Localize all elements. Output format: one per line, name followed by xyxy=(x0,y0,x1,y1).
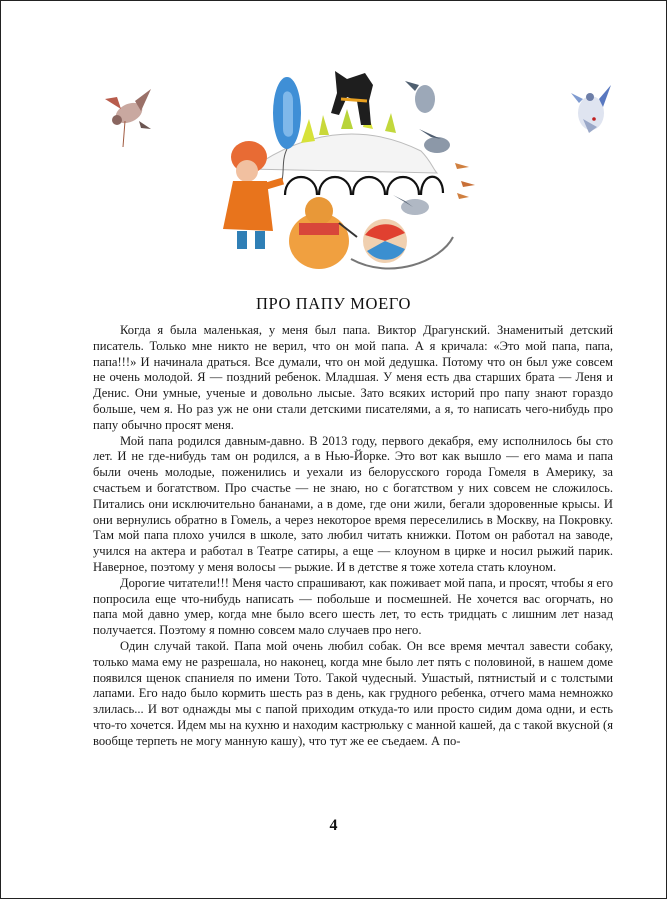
pigeon-left-icon xyxy=(105,89,151,147)
pigeon-right-icon xyxy=(571,85,611,133)
ball-icon xyxy=(351,219,453,268)
paragraph: Дорогие читатели!!! Меня часто спрашивают, как поживает мой папа, и просят, чтобы я его попросила еще что-нибудь написать — побольше и посмешней. Не хочется вас огорчать, но папа мой давно умер, когда мне было всего шесть лет, то есть тридцать с лишним лет назад получается. Поэтому я помню совсем мало случаев про него. xyxy=(93,575,613,638)
paragraph: Мой папа родился давным-давно. В 2013 году, первого декабря, ему исполнилось бы сто лет. И не где-нибудь там он родился, а в Нью-Йорке. Это вот как вышло — его мама и папа были очень молодые, поженились и уехали из белорусского города Гомеля в Америку, за счастьем и богатством. Про счастье — не знаю, но с богатством у них совсем не сложилось. Питались они исключительно бананами, а в доме, где они жили, бегали здоровенные крысы. И они вернулись обратно в Гомель, а через некоторое время переселились в Москву, на Покровку. Там мой папа плохо учился в школе, зато любил читать книжки. Потом он работал на заводе, учился на актера и работал в Театре сатиры, а еще — клоуном в цирке и носил рыжий парик. Наверное, поэтому у меня волосы — рыжие. И в детстве я тоже хотела стать клоуном. xyxy=(93,433,613,574)
paragraph: Когда я была маленькая, у меня был папа. Виктор Драгунский. Знаменитый детский писатель. Только мне никто не верил, что он мой папа. А я кричала: «Это мой папа, папа, папа!!!» И начинала драться. Все думали, что он мой дедушка. Потому что он был уже совсем не очень молодой. Я — поздний ребенок. Младшая. У меня есть два старших брата — Леня и Денис. Они умные, ученые и довольно лысые. Зато всяких историй про папу знают гораздо больше, чем я. Но раз уж не они стали детскими писателями, а я, то написать чего-нибудь про папу обычно просят меня. xyxy=(93,323,613,432)
chapter-title: ПРО ПАПУ МОЕГО xyxy=(256,294,411,313)
chapter-illustration xyxy=(1,1,666,286)
dog-icon xyxy=(331,71,373,125)
teddy-bear-icon xyxy=(289,197,357,269)
page-number: 4 xyxy=(329,817,338,834)
arches-icon xyxy=(285,177,443,195)
paragraph: Один случай такой. Папа мой очень любил собак. Он все время мечтал завести собаку, только мама ему не разрешала, но наконец, когда мне было лет пять с половиной, в нашем доме появился щенок спаниеля по имени Тото. Такой чудесный. Ушастый, пятнистый и с толстыми лапами. Его надо было кормить шесть раз в день, как грудного ребенка, отчего мама немножко злилась... И вот однажды мы с папой приходим откуда-то или просто сидим дома одни, и есть что-то хочется. Идем мы на кухню и находим кастрюльку с манной кашей, да с такой вкусной (я вообще терпеть не могу манную кашу), что тут же ее съедаем. А по- xyxy=(93,638,613,748)
chapter-body xyxy=(93,323,613,750)
